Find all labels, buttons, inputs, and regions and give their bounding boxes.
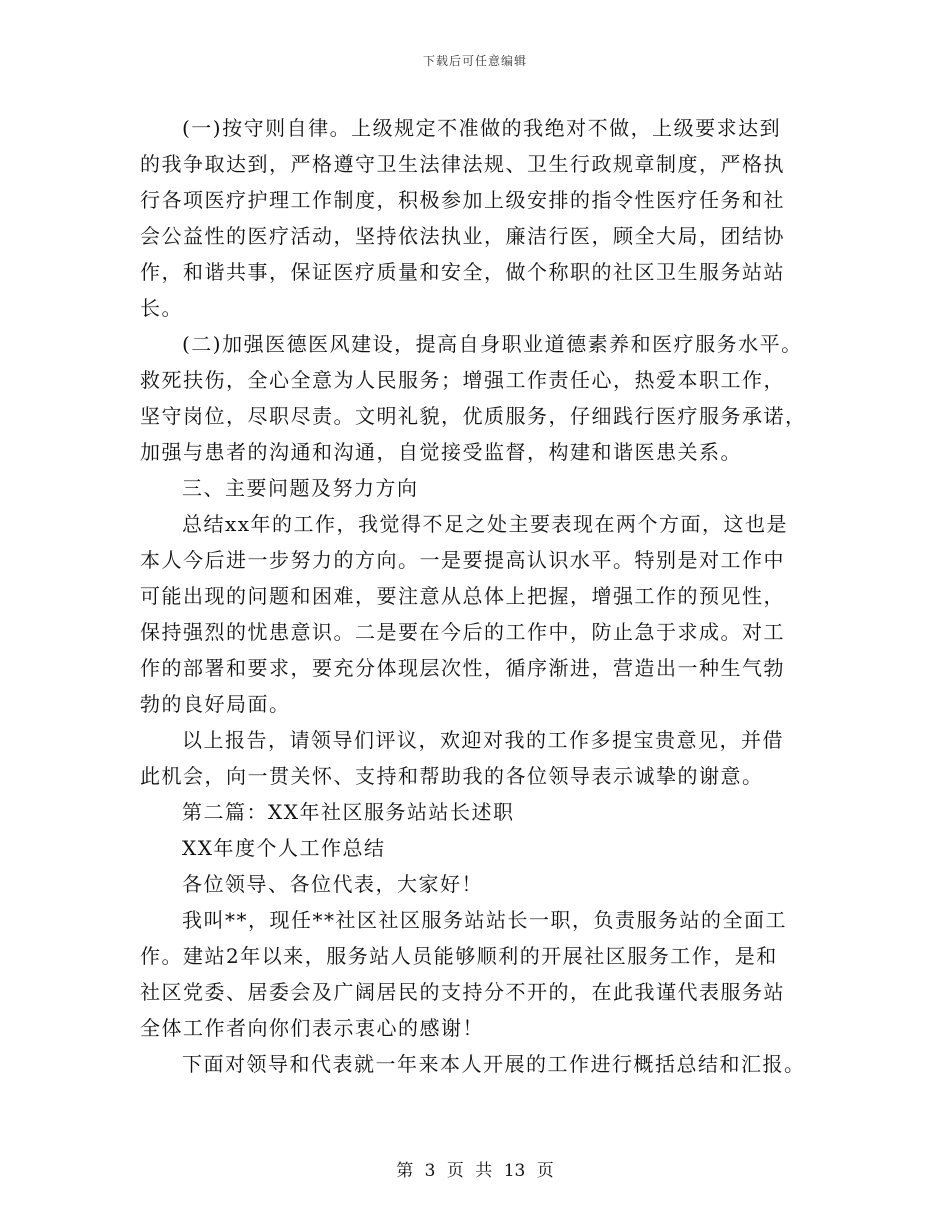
body-line: 救死扶伤，全心全意为人民服务；增强工作责任心，热爱本职工作， — [140, 368, 785, 392]
body-line: 以上报告，请领导们评议，欢迎对我的工作多提宝贵意见，并借 — [182, 728, 784, 752]
document-body — [140, 110, 810, 1082]
body-line: 勃的良好局面。 — [140, 692, 291, 716]
salutation: 各位领导、各位代表，大家好！ — [182, 872, 483, 896]
body-line: 加强与患者的沟通和沟通，自觉接受监督，构建和谐医患关系。 — [140, 440, 742, 464]
body-line: 社区党委、居委会及广阔居民的支持分不开的，在此我谨代表服务站 — [140, 980, 785, 1004]
body-line: 作的部署和要求，要充分体现层次性，循序渐进，营造出一种生气勃 — [140, 656, 785, 680]
page-header: 下载后可任意编辑 — [422, 54, 527, 68]
body-line: 我叫**，现任**社区社区服务站站长一职，负责服务站的全面工 — [182, 908, 787, 932]
page-number: 第 3 页 共 13 页 — [396, 1161, 554, 1181]
chapter-subtitle: XX年度个人工作总结 — [182, 836, 386, 860]
body-line: 此机会，向一贯关怀、支持和帮助我的各位领导表示诚挚的谢意。 — [140, 764, 764, 788]
body-line: (一)按守则自律。上级规定不准做的我绝对不做，上级要求达到 — [182, 116, 782, 140]
body-line: 全体工作者向你们表示衷心的感谢！ — [140, 1016, 484, 1040]
body-line: 坚守岗位，尽职尽责。文明礼貌，优质服务，仔细践行医疗服务承诺， — [140, 404, 807, 428]
body-line: 作。建站2年以来，服务站人员能够顺利的开展社区服务工作，是和 — [140, 944, 778, 968]
body-line: 保持强烈的忧患意识。二是要在今后的工作中，防止急于求成。对工 — [140, 620, 785, 644]
body-line: 行各项医疗护理工作制度，积极参加上级安排的指令性医疗任务和社 — [140, 188, 785, 212]
chapter-title: 第二篇：XX年社区服务站站长述职 — [182, 800, 515, 824]
body-line: 本人今后进一步努力的方向。一是要提高认识水平。特别是对工作中 — [140, 548, 785, 572]
body-line: 总结xx年的工作，我觉得不足之处主要表现在两个方面，这也是 — [182, 512, 789, 536]
body-line: 的我争取达到，严格遵守卫生法律法规、卫生行政规章制度，严格执 — [140, 152, 785, 176]
body-line: 可能出现的问题和困难，要注意从总体上把握，增强工作的预见性， — [140, 584, 785, 608]
section-heading: 三、主要问题及努力方向 — [182, 476, 419, 500]
body-line: (二)加强医德医风建设，提高自身职业道德素养和医疗服务水平。 — [182, 332, 803, 356]
body-line: 下面对领导和代表就一年来本人开展的工作进行概括总结和汇报。 — [182, 1052, 806, 1076]
body-line: 作，和谐共事，保证医疗质量和安全，做个称职的社区卫生服务站站 — [140, 260, 785, 284]
body-line: 会公益性的医疗活动，坚持依法执业，廉洁行医，顾全大局，团结协 — [140, 224, 785, 248]
body-line: 长。 — [140, 296, 183, 320]
